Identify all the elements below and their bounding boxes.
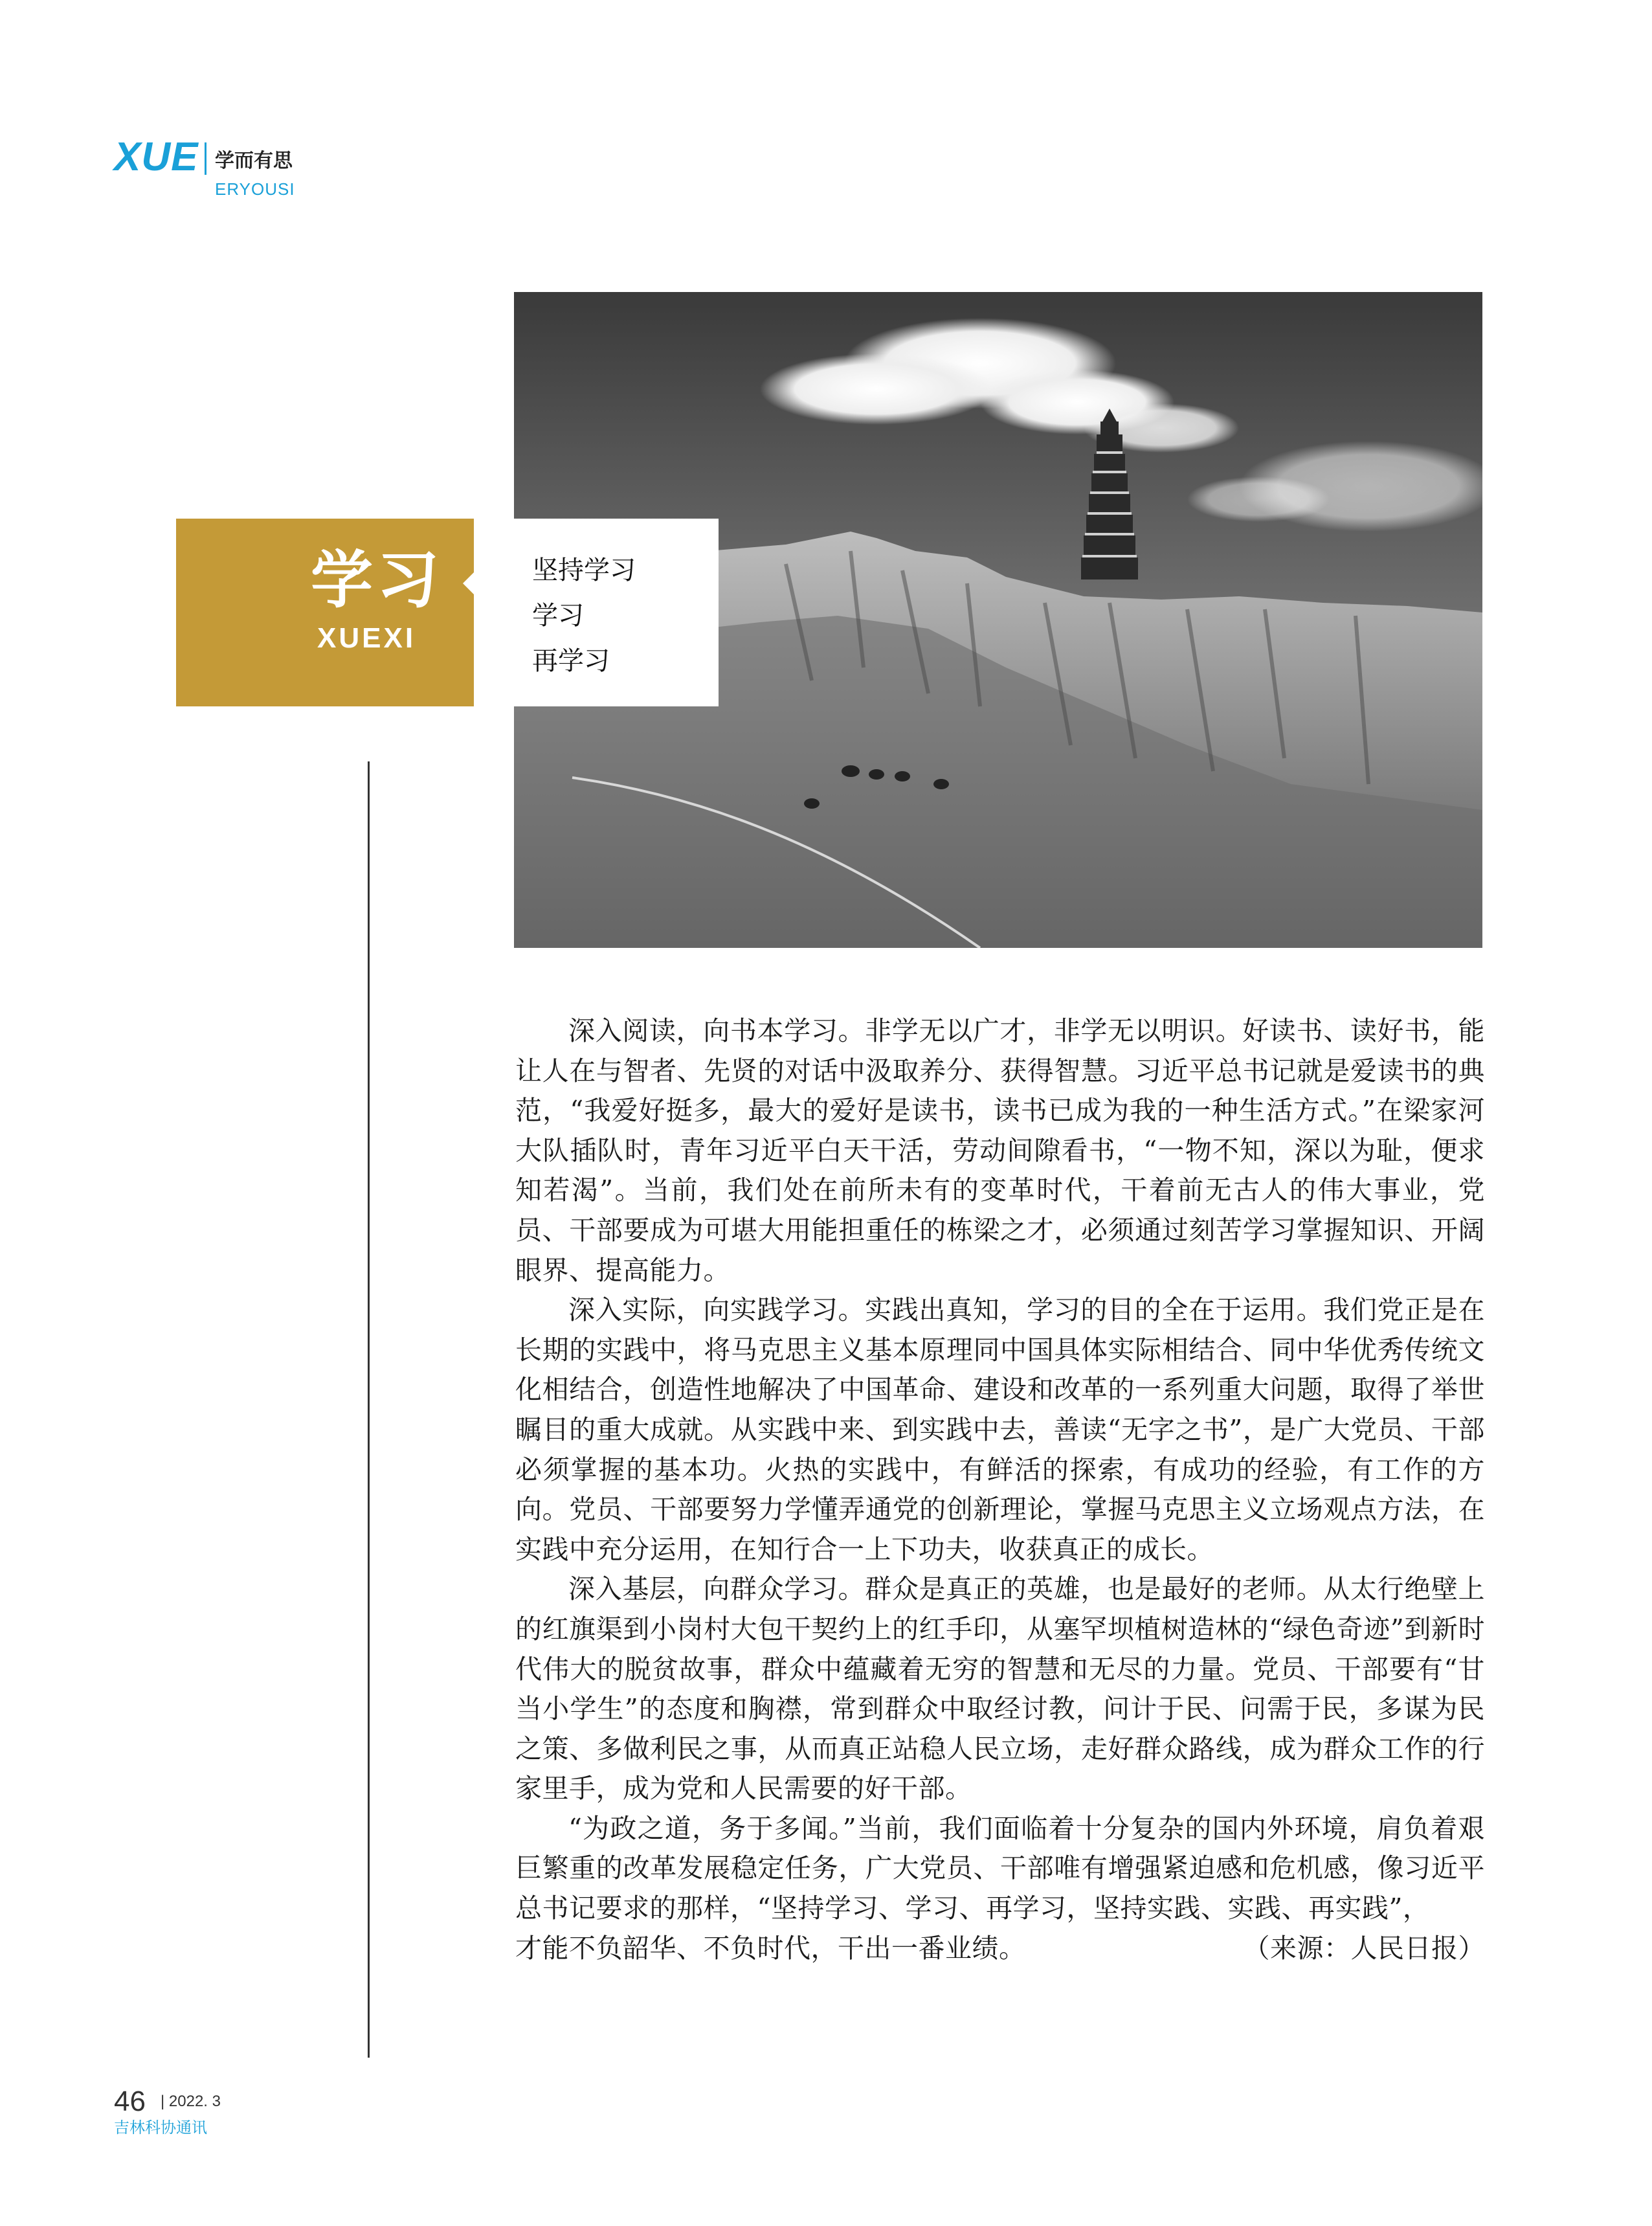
article-paragraph: “为政之道，务于多闻。”当前，我们面临着十分复杂的国内外环境，肩负着艰巨繁重的改革发展稳定任务，广大党员、干部唯有增强紧迫感和危机感，像习近平总书记要求的那样，“坚持学习、学习、再学习，坚持实践、实践、再实践”， <box>515 1812 1485 1924</box>
slogan-line: 再学习 <box>532 646 610 676</box>
article-paragraph: 深入实际，向实践学习。实践出真知，学习的目的全在于运用。我们党正是在长期的实践中，将马克思主义基本原理同中国具体实际相结合、同中华优秀传统文化相结合，创造性地解决了中国革命、建设和改革的一系列重大问题，取得了举世瞩目的重大成就。从实践中来、到实践中去，善读“无字之书”，是广大党员、干部必须掌握的基本功。火热的实践中，有鲜活的探索，有成功的经验，有工作的方向。党员、干部要努力学懂弄通党的创新理论，掌握马克思主义立场观点方法，在实践中充分运用，在知行合一上下功夫，收获真正的成长。 <box>515 1294 1485 1565</box>
publication-name: 吉林科协通讯 <box>114 2119 207 2137</box>
article-closing: 才能不负韶华、不负时代，干出一番业绩。 <box>515 1932 1026 1964</box>
header-divider <box>205 142 206 175</box>
issue-label: | 2022. 3 <box>161 2093 221 2110</box>
section-title-en: XUEXI <box>317 622 416 654</box>
section-tag <box>176 519 474 706</box>
column-subtitle: ERYOUSI <box>215 179 295 199</box>
section-title-cn: 学习 <box>311 544 443 616</box>
tag-notch <box>463 568 478 599</box>
article-source: （来源：人民日报） <box>1243 1932 1485 1964</box>
slogan-box <box>514 519 719 706</box>
article-closing-line <box>515 1929 1485 1969</box>
slogan-line: 坚持学习 <box>532 556 636 585</box>
column-title: 学而有思 <box>215 150 293 172</box>
left-divider <box>368 761 370 2058</box>
slogan-line: 学习 <box>532 601 584 631</box>
article-paragraph: 深入基层，向群众学习。群众是真正的英雄，也是最好的老师。从太行绝壁上的红旗渠到小岗村大包干契约上的红手印，从塞罕坝植树造林的“绿色奇迹”到新时代伟大的脱贫故事，群众中蕴藏着无穷的智慧和无尽的力量。党员、干部要有“甘当小学生”的态度和胸襟，常到群众中取经讨教，问计于民、问需于民，多谋为民之策、多做利民之事，从而真正站稳人民立场，走好群众路线，成为群众工作的行家里手，成为党和人民需要的好干部。 <box>515 1573 1485 1804</box>
brand-logo: XUE <box>114 135 199 179</box>
article-body <box>515 1011 1485 1968</box>
page-number: 46 <box>114 2085 146 2117</box>
article-paragraph: 深入阅读，向书本学习。非学无以广才，非学无以明识。好读书、读好书，能让人在与智者、先贤的对话中汲取养分、获得智慧。习近平总书记就是爱读书的典范，“我爱好挺多，最大的爱好是读书，读书已成为我的一种生活方式。”在梁家河大队插队时，青年习近平白天干活，劳动间隙看书，“一物不知，深以为耻，便求知若渴”。当前，我们处在前所未有的变革时代，干着前无古人的伟大事业，党员、干部要成为可堪大用能担重任的栋梁之才，必须通过刻苦学习掌握知识、开阔眼界、提高能力。 <box>515 1015 1485 1286</box>
